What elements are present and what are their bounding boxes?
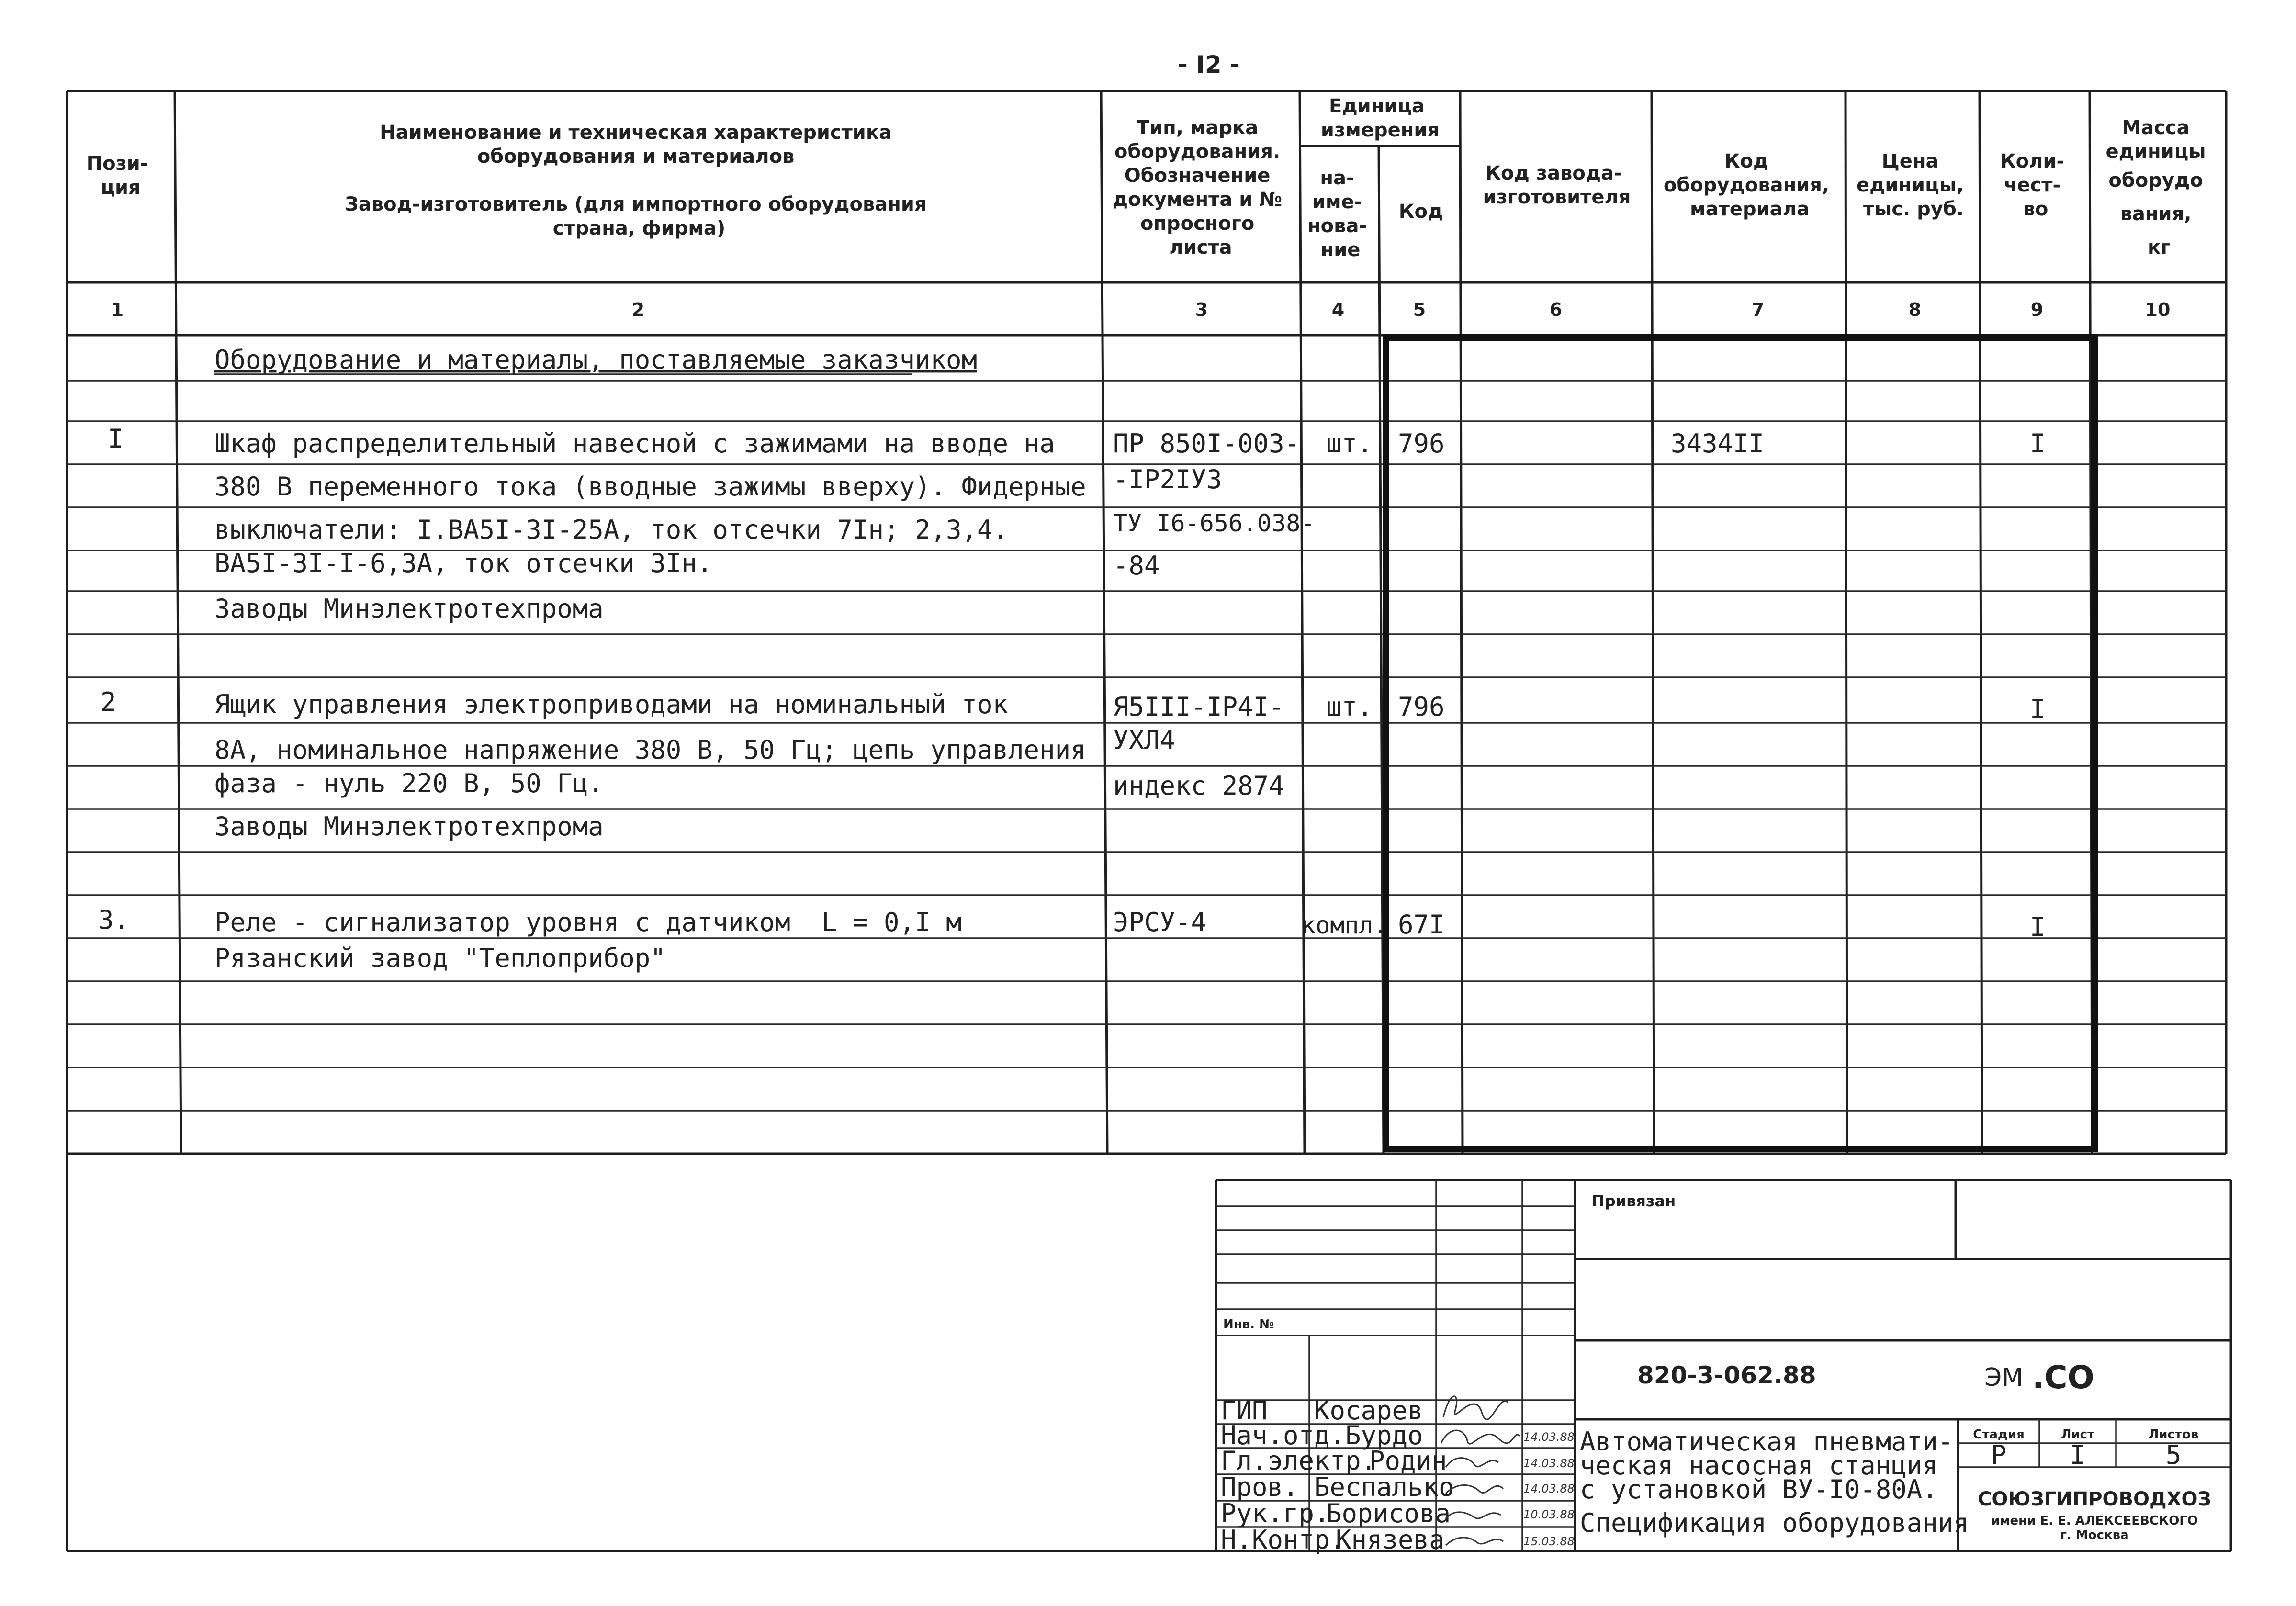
row-name: фаза - нуль 220 В, 50 Гц.: [214, 768, 604, 798]
signature: [1441, 1430, 1520, 1444]
sheet-label: Лист: [2060, 1427, 2095, 1442]
column-numbers: [111, 299, 2171, 320]
table-header: [87, 95, 2213, 261]
row-type: -IP2IУ3: [1113, 464, 1222, 494]
staff-date: 15.03.88: [1523, 1535, 1575, 1548]
staff-name: Бурдо: [1345, 1420, 1423, 1450]
row-quantity: I: [2030, 694, 2046, 724]
row-code: 67I: [1398, 910, 1445, 940]
table-row: [214, 594, 604, 624]
staff-role: Рук.гр.: [1221, 1498, 1330, 1528]
staff-role: Нач.отд.: [1221, 1420, 1346, 1450]
staff-date: 14.03.88: [1523, 1430, 1575, 1444]
header-position: Пози- ция: [86, 153, 148, 199]
inventory-number-label: Инв. №: [1223, 1317, 1274, 1332]
document-code: 820-3-062.88: [1637, 1361, 1816, 1389]
table-row: [214, 943, 666, 973]
sheets-label: Листов: [2148, 1427, 2199, 1442]
column-number: 1: [111, 299, 124, 320]
document-description: Автоматическая пневмати- ческая насосная станция с установкой ВУ-I0-80А. Спецификация оборудования: [1580, 1426, 1969, 1538]
row-quantity: I: [2030, 912, 2046, 942]
row-type: индекс 2874: [1113, 771, 1284, 801]
row-position: I: [108, 424, 124, 454]
staff-name: Князева: [1336, 1525, 1445, 1555]
row-type: -84: [1113, 550, 1160, 581]
stage-value: Р: [1991, 1440, 2007, 1470]
staff-role: Н.Контр.: [1221, 1525, 1346, 1555]
section-title: Оборудование и материалы, поставляемые заказчиком: [214, 345, 978, 375]
signature: [1446, 1538, 1503, 1545]
header-unit-code: Код: [1398, 201, 1443, 223]
row-type: УХЛ4: [1113, 725, 1176, 755]
table-row: [214, 725, 1175, 765]
staff-date: 14.03.88: [1523, 1482, 1575, 1495]
staff-role: Гл.электр.: [1221, 1446, 1377, 1476]
staff-name: Беспалько: [1314, 1472, 1454, 1502]
sheet-value: I: [2070, 1440, 2086, 1470]
column-number: 9: [2030, 299, 2044, 320]
staff-date: 10.03.88: [1523, 1508, 1575, 1521]
table-row: [214, 509, 1315, 545]
table-body: [98, 345, 2046, 973]
organization-subtitle: имени Е. Е. АЛЕКСЕЕВСКОГО: [1991, 1514, 2198, 1528]
row-type: ПР 850I-003-: [1113, 428, 1300, 459]
signature: [1446, 1485, 1503, 1494]
row-equipment-code: 3434II: [1671, 428, 1765, 459]
row-name: Заводы Минэлектротехпрома: [214, 594, 604, 624]
column-number: 7: [1751, 299, 1765, 320]
header-name: Наименование и техническая характеристика оборудования и материалов Завод-изготовитель (для импортного оборудования страна, фирма): [345, 122, 927, 239]
signature: [1446, 1512, 1501, 1518]
column-number: 4: [1331, 299, 1345, 320]
title-block: [1216, 1180, 2231, 1555]
table-row: [214, 768, 1284, 801]
row-code: 796: [1398, 428, 1445, 459]
row-code: 796: [1398, 692, 1445, 722]
staff-name: Косарев: [1314, 1395, 1423, 1426]
column-number: 5: [1413, 299, 1426, 320]
row-name: Шкаф распределительный навесной с зажимами на вводе на: [214, 428, 1055, 459]
organization-name: СОЮЗГИПРОВОДХОЗ: [1978, 1488, 2211, 1510]
row-unit: компл.: [1301, 911, 1388, 939]
sheets-value: 5: [2165, 1440, 2182, 1470]
row-type: ТУ I6-656.038-: [1113, 509, 1315, 537]
row-name: Рязанский завод "Теплоприбор": [214, 943, 666, 973]
column-number: 3: [1195, 299, 1208, 320]
row-type: Я5III-IP4I-: [1113, 692, 1284, 722]
signature: [1446, 1458, 1498, 1467]
column-number: 6: [1549, 299, 1563, 320]
page-number: - I2 -: [1178, 51, 1240, 79]
row-unit: шт.: [1326, 428, 1373, 459]
staff-name: Родин: [1369, 1446, 1447, 1476]
row-type: ЭРСУ-4: [1113, 907, 1207, 937]
table-row: [108, 424, 2046, 459]
header-equipment-code: Код оборудования, материала: [1663, 150, 1830, 220]
organization-city: г. Москва: [2060, 1528, 2129, 1542]
staff-date: 14.03.88: [1523, 1457, 1575, 1470]
header-price: Цена единицы, тыс. руб.: [1856, 150, 1964, 220]
staff-role: Пров.: [1221, 1472, 1299, 1502]
table-row: [101, 687, 2046, 724]
row-name: 380 В переменного тока (вводные зажимы вверху). Фидерные: [214, 472, 1086, 502]
table-row: [214, 464, 1222, 502]
row-name: Ящик управления электроприводами на номинальный ток: [214, 689, 1009, 719]
table-row: [214, 811, 604, 842]
header-unit-name: на- име- нова- ние: [1307, 167, 1367, 261]
row-name: Заводы Минэлектротехпрома: [214, 811, 604, 842]
table-row: [98, 905, 2046, 942]
row-name: Реле - сигнализатор уровня с датчиком L = 0,I м: [214, 907, 962, 937]
row-unit: шт.: [1326, 692, 1373, 722]
signatures: [1441, 1396, 1520, 1545]
header-mass: Масса единицы оборудо вания, кг: [2105, 117, 2206, 258]
row-position: 2: [101, 687, 116, 717]
stage-label: Стадия: [1973, 1427, 2025, 1442]
linked-label: Привязан: [1592, 1192, 1676, 1210]
row-name: 8А, номинальное напряжение 380 В, 50 Гц; цепь управления: [214, 735, 1086, 765]
table-row: [214, 548, 1160, 581]
row-name: ВА5I-3I-I-6,3А, ток отсечки 3Iн.: [214, 548, 713, 578]
sheet-code: .CO: [2032, 1359, 2094, 1396]
header-quantity: Коли- чест- во: [2000, 150, 2065, 220]
row-quantity: I: [2030, 428, 2046, 459]
column-number: 8: [1908, 299, 1922, 320]
header-type: Тип, марка оборудования. Обозначение документа и № опросного листа: [1112, 117, 1283, 258]
document-mark: ЭМ: [1984, 1363, 2024, 1392]
column-number: 10: [2145, 299, 2171, 320]
row-position: 3.: [98, 905, 130, 935]
header-unit: Единица измерения: [1320, 95, 1440, 141]
header-factory-code: Код завода- изготовителя: [1483, 162, 1631, 208]
column-number: 2: [631, 299, 645, 320]
row-name: выключатели: I.ВА5I-3I-25А, ток отсечки 7Iн; 2,3,4.: [214, 515, 1009, 545]
staff-name: Борисова: [1326, 1498, 1451, 1528]
staff-role: ГИП: [1221, 1395, 1268, 1426]
